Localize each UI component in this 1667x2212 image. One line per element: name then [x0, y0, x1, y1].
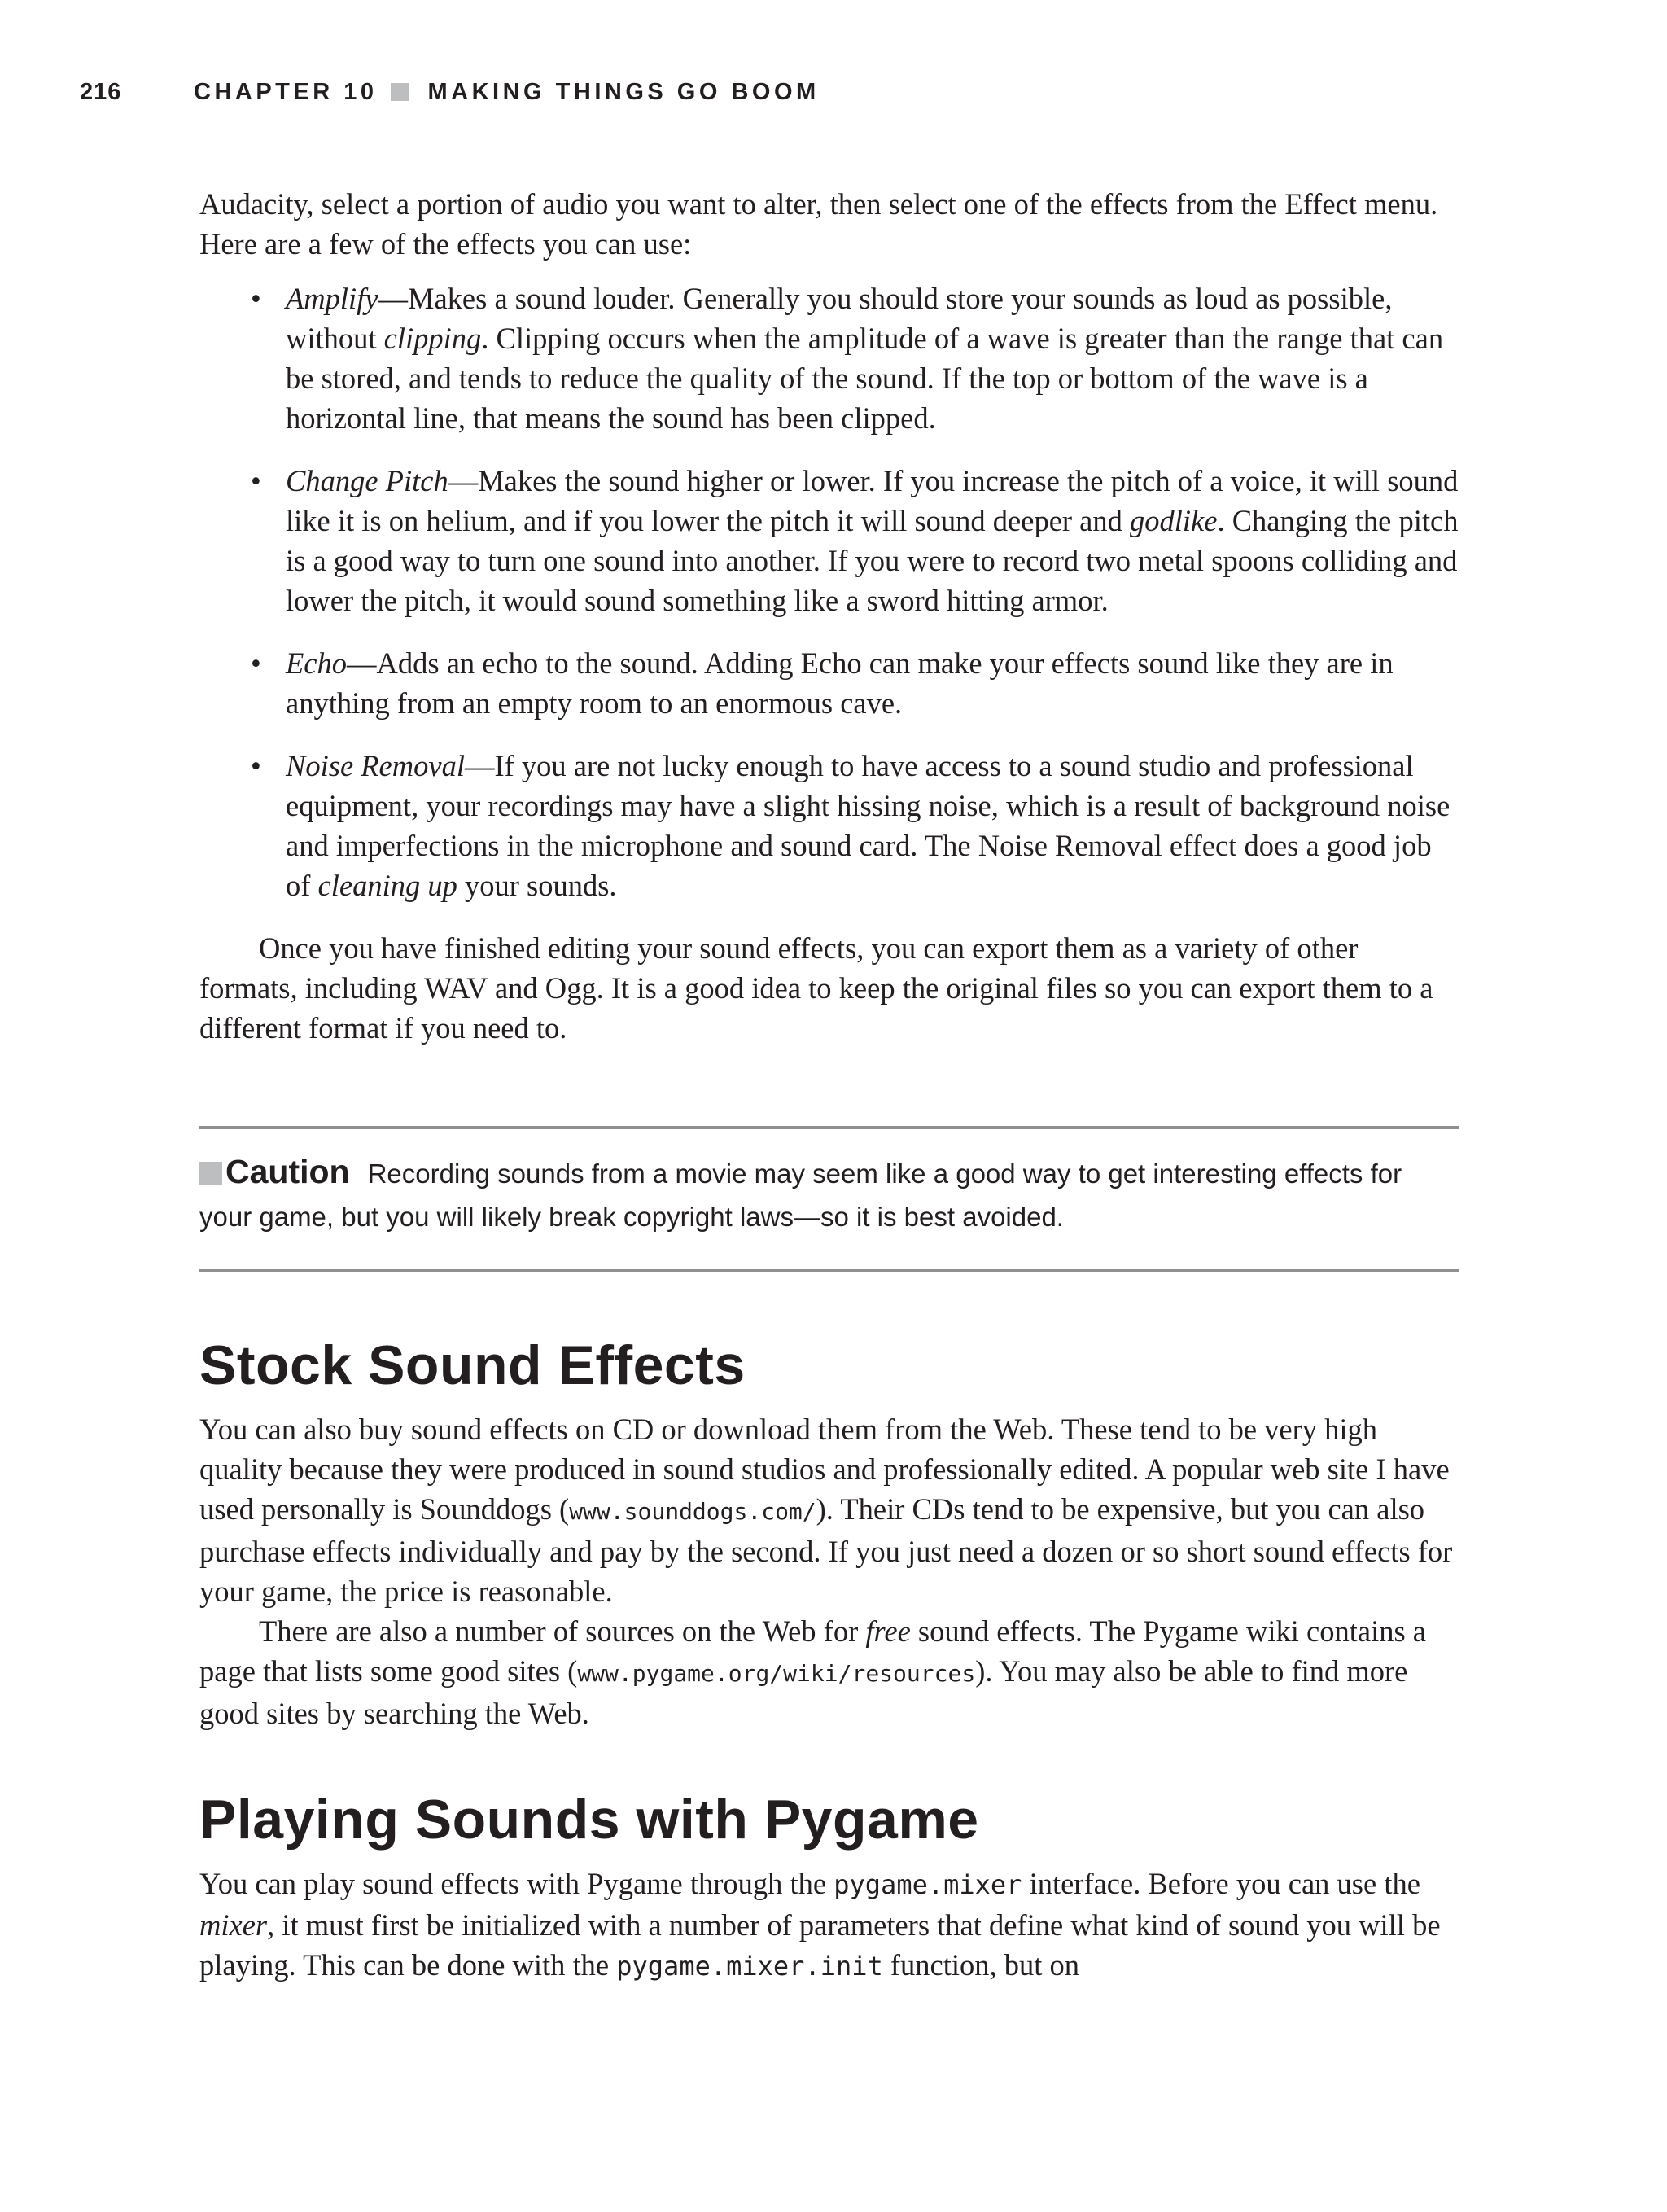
bullet-icon: • — [251, 282, 261, 315]
stock-paragraph-2 — [199, 1611, 1459, 1733]
paragraph-text: You can also buy sound effects on CD or download them from the Web. These tend to be very high quality because they were produced in sound studios and professionally edited. A popular web site I have used personally is Sounddogs ( — [199, 1413, 1450, 1526]
section-heading-stock-sound-effects: Stock Sound Effects — [199, 1334, 746, 1396]
list-item-echo — [199, 643, 1459, 723]
effect-text: your sounds. — [457, 869, 617, 902]
chapter-title: MAKING THINGS GO BOOM — [427, 78, 820, 105]
paragraph-text: , it must first be initialized with a number of parameters that define what kind of sound you will be playing. This can be done with the — [199, 1908, 1441, 1982]
effect-text: —Adds an echo to the sound. Adding Echo can make your effects sound like they are in anything from an empty room to an enormous cave. — [286, 646, 1394, 720]
list-item-noise-removal — [199, 746, 1459, 905]
effect-term: Amplify — [286, 282, 378, 315]
stock-paragraph-1 — [199, 1409, 1459, 1611]
pygame-wiki-url: www.pygame.org/wiki/resources — [577, 1660, 976, 1687]
caution-label: Caution — [225, 1153, 350, 1190]
effect-term: Echo — [286, 646, 347, 680]
list-item-change-pitch — [199, 461, 1459, 620]
paragraph-text: sound effects. The Pygame wiki contains a page that lists some good sites ( — [199, 1614, 1426, 1688]
caution-box — [199, 1126, 1459, 1272]
list-item-amplify — [199, 278, 1459, 438]
pygame-paragraph — [199, 1864, 1459, 1986]
paragraph-text: There are also a number of sources on the Web for — [259, 1614, 866, 1648]
code-pygame-mixer: pygame.mixer — [834, 1869, 1022, 1900]
running-header — [80, 76, 820, 108]
paragraph-text: ). You may also be able to find more good sites by searching the Web. — [199, 1654, 1408, 1730]
bullet-icon: • — [251, 464, 261, 497]
effect-term: Change Pitch — [286, 464, 448, 497]
effect-text: —Makes the sound higher or lower. If you increase the pitch of a voice, it will sound like it is on helium, and if you lower the pitch it will sound deeper and — [286, 464, 1459, 537]
export-paragraph: Once you have finished editing your sound effects, you can export them as a variety of other formats, including WAV and Ogg. It is a good idea to keep the original files so you can export them to a different format if you need to. — [199, 931, 1433, 1045]
header-separator-square — [391, 83, 409, 101]
effect-text: . Changing the pitch is a good way to turn one sound into another. If you were to record two metal spoons colliding and lower the pitch, it would sound something like a sword hitting armor. — [286, 504, 1459, 617]
effect-text: —Makes a sound louder. Generally you should store your sounds as loud as possible, without — [286, 282, 1393, 355]
code-pygame-mixer-init: pygame.mixer.init — [616, 1951, 883, 1982]
effect-emphasis: clipping — [383, 322, 482, 355]
paragraph-text: ). Their CDs tend to be expensive, but you can also purchase effects individually and pay by the second. If you just need a dozen or so short sound effects for your game, the price is reasonable. — [199, 1492, 1453, 1608]
page-body — [199, 184, 1459, 1986]
bullet-icon: • — [251, 646, 261, 680]
effect-emphasis: godlike — [1130, 504, 1218, 537]
emphasis-mixer: mixer — [199, 1908, 268, 1942]
intro-paragraph: Audacity, select a portion of audio you want to alter, then select one of the effects from the Effect menu. Here are a few of the effects you can use: — [199, 187, 1438, 261]
paragraph-text: function, but on — [882, 1948, 1080, 1982]
page-number: 216 — [80, 78, 122, 105]
effects-list — [199, 278, 1459, 905]
section-heading-playing-sounds: Playing Sounds with Pygame — [199, 1789, 979, 1851]
sounddogs-url: www.sounddogs.com/ — [569, 1498, 816, 1525]
caution-text: Recording sounds from a movie may seem like a good way to get interesting effects for your game, but you will likely break copyright laws—so it is best avoided. — [199, 1159, 1402, 1232]
chapter-label: CHAPTER 10 — [194, 78, 378, 105]
effect-text: . Clipping occurs when the amplitude of a wave is greater than the range that can be stored, and tends to reduce the quality of the sound. If the top or bottom of the wave is a horizontal line, that means the sound has been clipped. — [286, 322, 1444, 435]
paragraph-text: You can play sound effects with Pygame through the — [199, 1867, 834, 1900]
effect-term: Noise Removal — [286, 749, 465, 782]
effect-text: —If you are not lucky enough to have access to a sound studio and professional equipment, your recordings may have a slight hissing noise, which is a result of background noise and imperfections in the microphone and sound card. The Noise Removal effect does a good job of — [286, 749, 1450, 902]
effect-emphasis: cleaning up — [317, 869, 457, 902]
paragraph-text: interface. Before you can use the — [1022, 1867, 1420, 1900]
caution-square-icon — [199, 1162, 222, 1185]
emphasis-free: free — [865, 1614, 911, 1648]
bullet-icon: • — [251, 749, 261, 782]
